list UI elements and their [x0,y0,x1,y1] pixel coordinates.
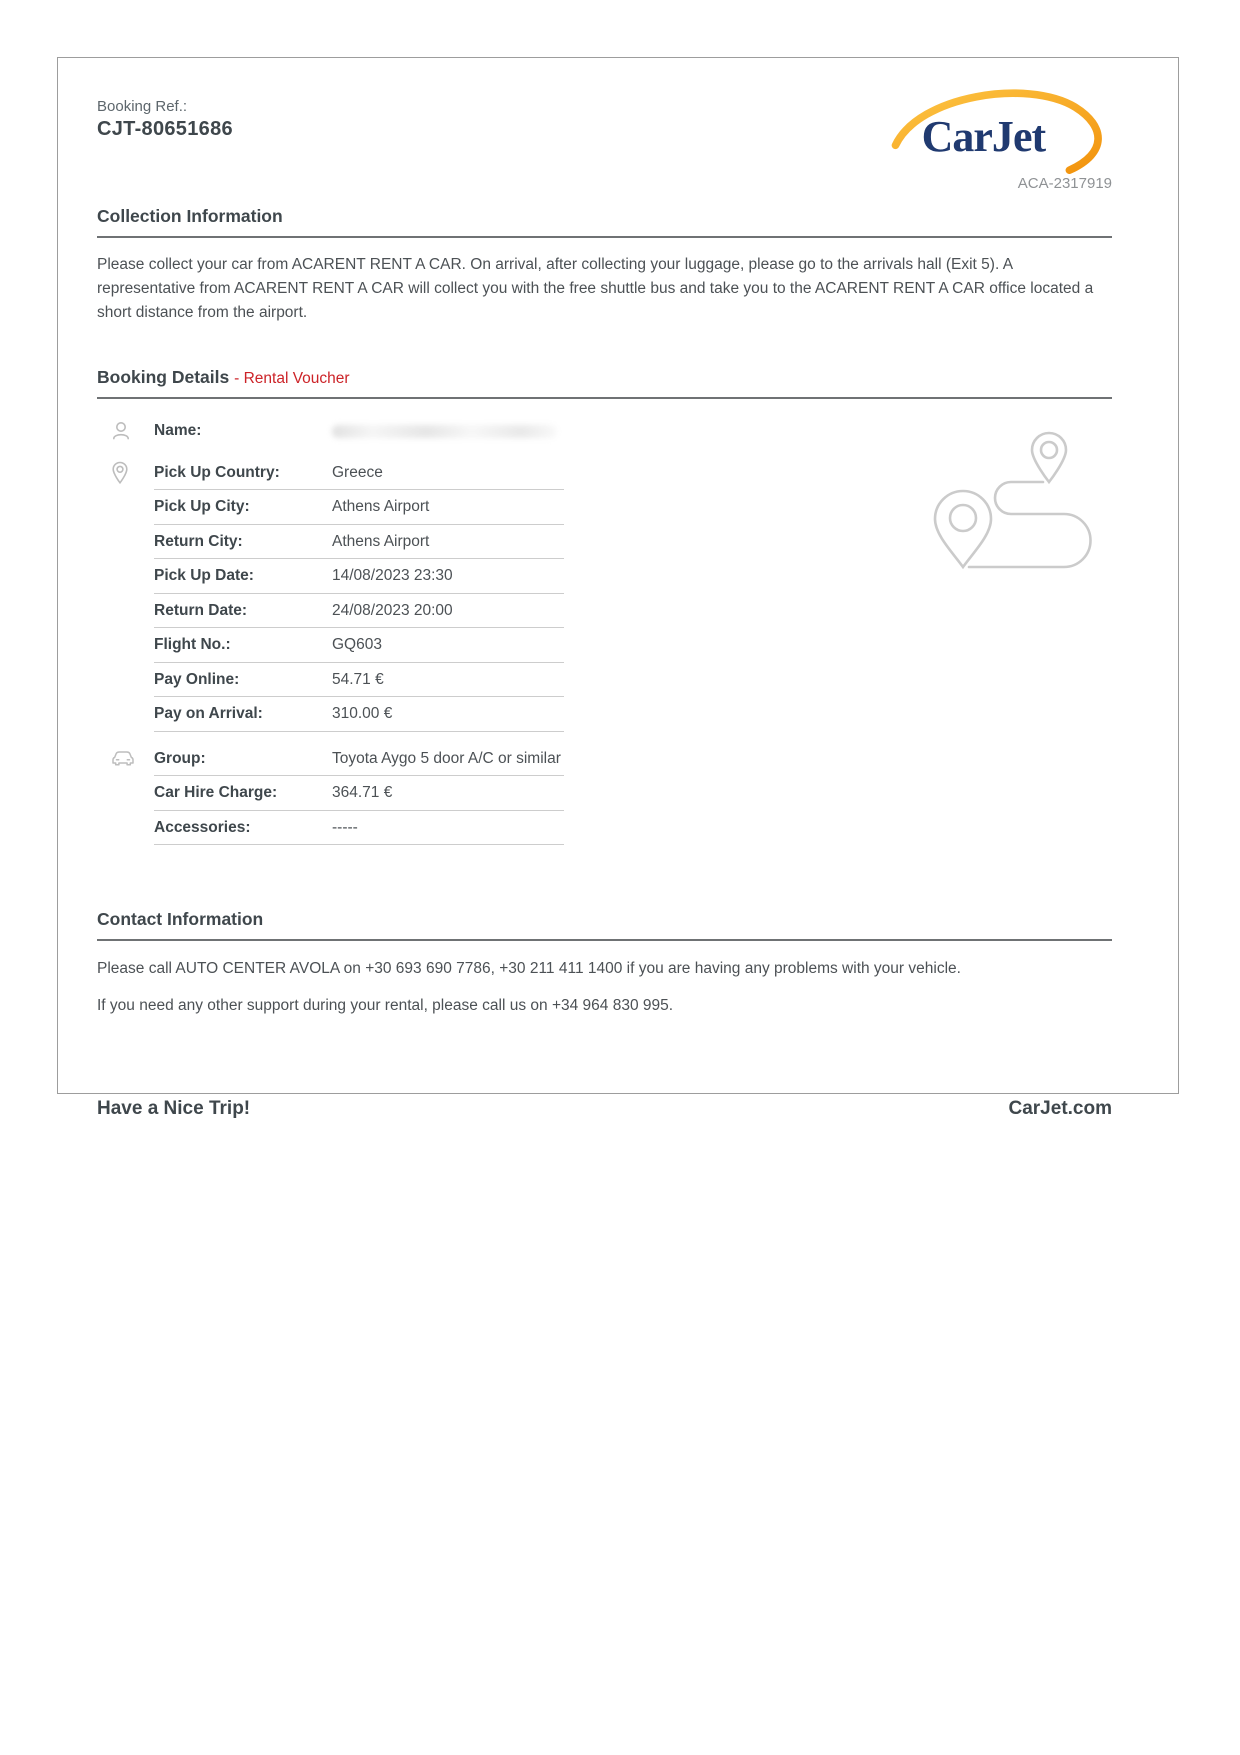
contact-title: Contact Information [97,909,1112,941]
booking-row [109,697,657,732]
row-value: ----- [332,818,358,836]
contact-section [97,909,1112,1018]
row-label: Pick Up Country: [154,463,280,481]
booking-table [97,414,657,845]
contact-para-1: Please call AUTO CENTER AVOLA on +30 693 690 7786, +30 211 411 1400 if you are having any problems with your vehicle. [97,960,961,977]
footer [97,1098,1112,1120]
row-value: GQ603 [332,636,382,654]
aca-number: ACA-2317919 [1017,175,1112,192]
booking-ref-label: Booking Ref.: [97,98,188,115]
booking-row [109,559,657,594]
collection-body: Please collect your car from ACARENT RENT A CAR. On arrival, after collecting your luggage, please go to the arrivals hall (Exit 5). A representative from ACARENT RENT A CAR will collect you with the free shuttle bus and take you to the ACARENT RENT A CAR office located a short distance from the airport. [97,256,1094,321]
row-value: 310.00 € [332,705,393,723]
row-label: Pay Online: [154,670,240,688]
location-pin-icon [110,461,130,485]
booking-row [109,811,657,846]
row-label: Car Hire Charge: [154,784,278,802]
footer-site-text: CarJet.com [1008,1098,1112,1119]
booking-row [109,414,657,449]
row-value [332,425,557,438]
person-icon [110,420,132,442]
booking-title [97,367,1112,399]
row-label: Group: [154,749,206,767]
booking-row [109,776,657,811]
booking-row [109,594,657,629]
row-value: Athens Airport [332,498,430,516]
logo-text: CarJet [921,112,1046,162]
booking-row [109,663,657,698]
carjet-logo-icon [872,88,1112,174]
row-label: Return City: [154,532,243,550]
booking-row [109,628,657,663]
footer-trip-text: Have a Nice Trip! [97,1098,251,1119]
booking-row [109,525,657,560]
row-label: Flight No.: [154,636,231,654]
car-icon [110,749,136,769]
booking-title-text: Booking Details [97,367,230,387]
contact-para-2: If you need any other support during your rental, please call us on +34 964 830 995. [97,997,674,1014]
row-label: Pick Up City: [154,498,250,516]
booking-row [109,456,657,491]
route-map-icon [931,421,1126,583]
booking-ref-value: CJT-80651686 [97,118,233,140]
row-label: Accessories: [154,818,251,836]
booking-row [109,490,657,525]
row-label: Return Date: [154,601,248,619]
booking-ref-block [97,98,233,141]
logo-block [872,88,1112,192]
row-value: Athens Airport [332,532,430,550]
header [97,98,1112,192]
voucher-page [57,57,1179,1119]
booking-row [109,742,657,777]
booking-subtitle: - Rental Voucher [234,370,350,387]
row-value: 54.71 € [332,670,384,688]
row-value: Greece [332,463,383,481]
row-value: 24/08/2023 20:00 [332,601,453,619]
row-label: Pick Up Date: [154,567,254,585]
collection-title: Collection Information [97,206,1112,238]
row-value: 14/08/2023 23:30 [332,567,453,585]
row-label: Name: [154,422,202,440]
row-label: Pay on Arrival: [154,705,263,723]
row-value: Toyota Aygo 5 door A/C or similar [332,749,561,767]
collection-section [97,206,1112,325]
row-value: 364.71 € [332,784,393,802]
redacted-name-value [332,425,557,438]
